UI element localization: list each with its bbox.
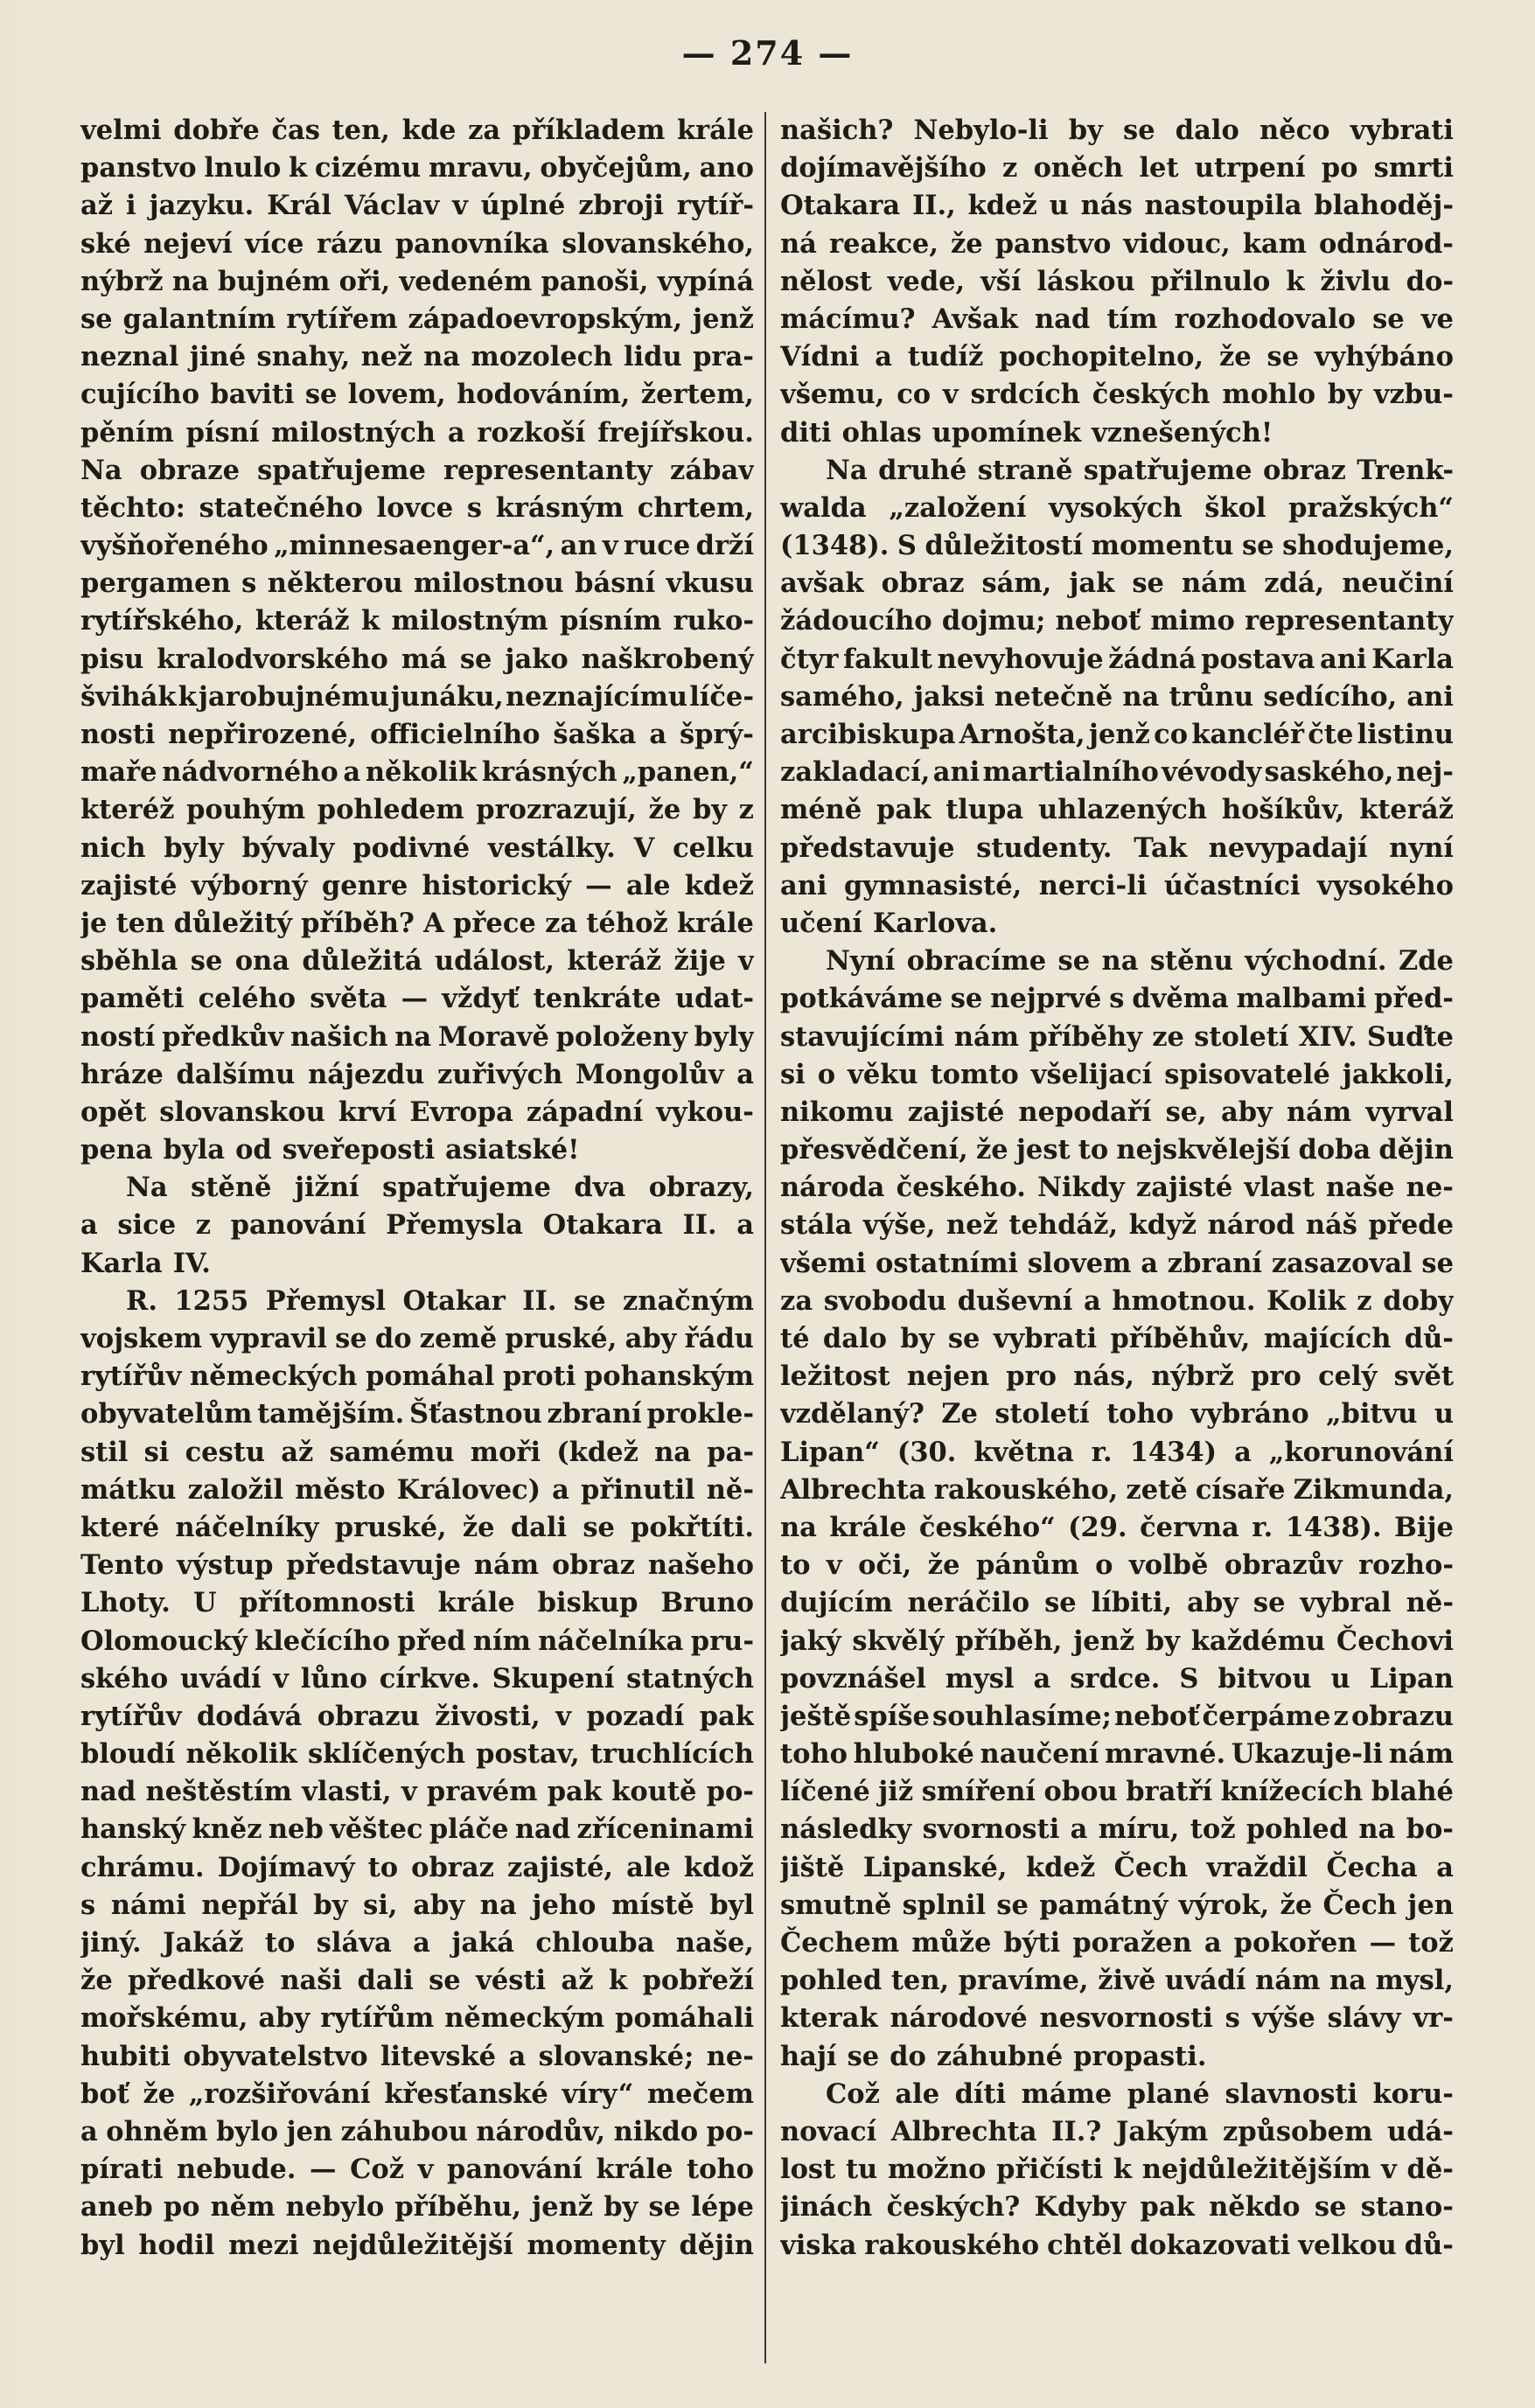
text-line: je ten důležitý příběh? A přece za téhož krále <box>80 907 754 939</box>
text-line: mácímu? Avšak nad tím rozhodovalo se ve <box>780 303 1454 335</box>
text-line: si o věku tomto všelijací spisovatelé jakkoli, <box>780 1058 1454 1090</box>
text-line: hubiti obyvatelstvo litevské a slovanské; ne- <box>80 2040 754 2072</box>
text-line: byl hodil mezi nejdůležitější momenty dějin <box>80 2229 754 2261</box>
text-line: ná reakce, že panstvo vidouc, kam odnárod- <box>780 227 1454 260</box>
text-line: cujícího baviti se lovem, hodováním, žertem, <box>80 379 754 411</box>
text-line: opět slovanskou krví Evropa západní vykou- <box>80 1096 754 1128</box>
text-line: a sice z panování Přemysla Otakara II. a <box>80 1209 754 1242</box>
text-line: Olomoucký klečícího před ním náčelníka pru- <box>80 1625 754 1657</box>
text-line: se galantním rytířem západoevropským, jenž <box>80 303 754 335</box>
text-line: jiště Lipanské, kdež Čech vraždil Čecha a <box>780 1851 1454 1883</box>
text-line: představuje studenty. Tak nevypadají nyní <box>780 832 1454 864</box>
text-line: rytířského, kteráž k milostným písním ruko- <box>80 605 754 637</box>
right-column <box>780 112 1454 2265</box>
text-line: mořskému, aby rytířům německým pomáhali <box>80 2002 754 2035</box>
text-line: ležitost nejen pro nás, nýbrž pro celý svět <box>780 1361 1454 1393</box>
text-line: pena byla od sveřeposti asiatské! <box>80 1134 580 1166</box>
text-line: a ohněm bylo jen záhubou národův, nikdo po- <box>80 2115 754 2147</box>
text-line: rytířův dodává obrazu živosti, v pozadí pak <box>80 1700 754 1732</box>
text-line: následky svornosti a míru, tož pohled na bo- <box>780 1813 1454 1846</box>
text-line: Karla IV. <box>80 1247 211 1279</box>
text-line: stála výše, než tehdáž, když národ náš přede <box>780 1209 1454 1242</box>
text-line: povznášel mysl a srdce. S bitvou u Lipan <box>780 1662 1454 1695</box>
text-line: líčené již smíření obou bratří knížecích blahé <box>780 1776 1454 1808</box>
text-line: sběhla se ona důležitá událost, kteráž žije v <box>80 945 754 978</box>
text-line: walda „založení vysokých škol pražských“ <box>780 491 1454 524</box>
text-line: jinách českých? Kdyby pak někdo se stano- <box>780 2191 1454 2224</box>
text-line: našich? Nebylo-li by se dalo něco vybrati <box>780 115 1454 146</box>
text-line: nosti nepřirozené, officielního šaška a šprý- <box>80 719 754 750</box>
text-line: arcibiskupa Arnošta, jenž co kancléř čte listinu <box>780 719 1454 750</box>
text-line: čtyr fakult nevyhovuje žádná postava ani Karla <box>780 643 1454 675</box>
text-line: diti ohlas upomínek vznešených! <box>780 416 1273 449</box>
text-line: Vídni a tudíž pochopitelno, že se vyhýbáno <box>780 341 1454 373</box>
text-line: bloudí několik sklíčených postav, truchlících <box>80 1738 754 1771</box>
text-line: jiný. Jakáž to sláva a jaká chlouba naše, <box>80 1927 754 1959</box>
text-line: Lipan“ (30. května r. 1434) a „korunování <box>780 1436 1454 1468</box>
text-line: Na obraze spatřujeme representanty zábav <box>80 454 754 486</box>
text-line: paměti celého světa — vždyť tenkráte udat- <box>80 983 754 1015</box>
column-divider <box>764 112 766 2363</box>
left-column <box>80 112 754 2265</box>
text-line: maře nádvorného a několik krásných „panen,“ <box>80 756 754 789</box>
text-line: hanský kněz neb věštec pláče nad zříceninami <box>80 1813 754 1846</box>
text-line: vyšňořeného „minnesaenger-a“, an v ruce drží <box>80 530 754 562</box>
text-line: chrámu. Dojímavý to obraz zajisté, ale kdož <box>80 1851 754 1883</box>
text-line: obyvatelům tamějším. Šťastnou zbraní prokle- <box>80 1398 754 1430</box>
text-line: pohled ten, pravíme, živě uvádí nám na mysl, <box>780 1965 1454 1997</box>
text-line: švihák k jarobujnému junáku, neznajícímu líče- <box>80 680 754 713</box>
text-line: pisu kralodvorského má se jako naškrobený <box>80 643 754 675</box>
text-line: lost tu možno přičísti k nejdůležitějším v dě- <box>780 2154 1454 2186</box>
text-line: jaký skvělý příběh, jenž by každému Čechovi <box>780 1625 1454 1657</box>
text-line: rytířův německých pomáhal proti pohanským <box>80 1361 754 1393</box>
text-line: méně pak tlupa uhlazených hošíkův, kteráž <box>780 794 1454 826</box>
text-line: smutně splnil se památný výrok, že Čech jen <box>780 1889 1454 1921</box>
text-line: přesvědčení, že jest to nejskvělejší doba dějin <box>780 1134 1454 1166</box>
text-line: mátku založil město Královec) a přinutil ně- <box>80 1473 754 1506</box>
text-line: že předkové naši dali se vésti až k pobřeží <box>80 1965 754 1997</box>
text-line: R. 1255 Přemysl Otakar II. se značným <box>126 1284 754 1317</box>
text-line: toho hluboké naučení mravné. Ukazuje-li nám <box>780 1738 1454 1771</box>
text-line: ského uvádí v lůno církve. Skupení statných <box>80 1662 754 1695</box>
text-line: Na druhé straně spatřujeme obraz Trenk- <box>826 454 1454 486</box>
text-line: nýbrž na bujném oři, vedeném panoši, vypíná <box>80 265 754 297</box>
text-line: boť že „rozšiřování křesťanské víry“ mečem <box>80 2077 754 2110</box>
text-line: kteréž pouhým pohledem prozrazují, že by z <box>80 794 754 826</box>
text-line: za svobodu duševní a hmotnou. Kolik z doby <box>780 1284 1454 1317</box>
text-line: učení Karlova. <box>780 907 998 939</box>
text-line: Nyní obracíme se na stěnu východní. Zde <box>826 945 1454 978</box>
text-line: zakladací, ani martialního vévody saského, nej- <box>780 756 1454 789</box>
text-line: hráze dalšímu nájezdu zuřivých Mongolův a <box>80 1058 754 1090</box>
text-line: potkáváme se nejprvé s dvěma malbami před- <box>780 983 1454 1015</box>
text-line: těchto: statečného lovce s krásným chrtem, <box>80 491 754 524</box>
text-line: avšak obraz sám, jak se nám zdá, neučiní <box>780 567 1454 600</box>
text-line: s námi nepřál by si, aby na jeho místě byl <box>80 1889 754 1921</box>
text-line: Albrechta rakouského, zetě císaře Zikmunda, <box>780 1473 1454 1506</box>
text-line: (1348). S důležitostí momentu se shodujeme, <box>780 530 1454 562</box>
text-line: stil si cestu až samému moři (kdež na pa- <box>80 1436 754 1468</box>
text-line: pergamen s některou milostnou básní vkusu <box>80 567 754 600</box>
text-line: ještě spíše souhlasíme; neboť čerpáme z obrazu <box>780 1700 1454 1732</box>
text-line: neznal jiné snahy, než na mozolech lidu pra- <box>80 341 754 373</box>
text-line: které náčelníky pruské, že dali se pokřtíti. <box>80 1511 754 1543</box>
text-line: všemi ostatními slovem a zbraní zasazoval se <box>780 1247 1454 1279</box>
text-line: vzdělaný? Ze století toho vybráno „bitvu u <box>780 1398 1454 1430</box>
text-line: viska rakouského chtěl dokazovati velkou dů- <box>780 2229 1454 2261</box>
text-line: Na stěně jižní spatřujeme dva obrazy, <box>126 1172 754 1204</box>
text-line: pírati nebude. — Což v panování krále toho <box>80 2154 754 2186</box>
text-line: Otakara II., kdež u nás nastoupila blahoděj- <box>780 190 1454 222</box>
text-line: dojímavějšího z oněch let utrpení po smrti <box>780 152 1454 184</box>
text-line: až i jazyku. Král Václav v úplné zbroji rytíř- <box>80 190 754 222</box>
text-line: té dalo by se vybrati příběhův, majících dů- <box>780 1323 1454 1354</box>
text-line: nělost vede, vší láskou přilnulo k živlu do- <box>780 265 1454 297</box>
text-line: dujícím neráčilo se líbiti, aby se vybral ně- <box>780 1587 1454 1619</box>
text-line: samého, jaksi netečně na trůnu sedícího, ani <box>780 680 1454 713</box>
text-line: ností předkův našich na Moravě položeny byly <box>80 1020 754 1053</box>
text-line: ské nejeví více rázu panovníka slovanského, <box>80 227 754 260</box>
page-number: — 274 — <box>681 33 854 73</box>
text-line: nikomu zajisté nepodaří se, aby nám vyrval <box>780 1096 1454 1128</box>
text-line: nich byly bývaly podivné vestálky. V celku <box>80 832 754 864</box>
text-line: ani gymnasisté, nerci-li účastníci vysokého <box>780 869 1454 901</box>
text-line: žádoucího dojmu; neboť mimo representanty <box>780 605 1454 637</box>
text-line: Tento výstup představuje nám obraz našeho <box>80 1549 754 1582</box>
text-line: všemu, co v srdcích českých mohlo by vzbu- <box>780 379 1454 411</box>
text-line: panstvo lnulo k cizému mravu, obyčejům, ano <box>80 152 754 184</box>
text-line: národa českého. Nikdy zajisté vlast naše ne- <box>780 1172 1454 1204</box>
text-line: vojskem vypravil se do země pruské, aby řádu <box>80 1323 754 1354</box>
text-line: pěním písní milostných a rozkoší frejířskou. <box>80 416 754 449</box>
text-line: stavujícími nám příběhy ze století XIV. Suďte <box>780 1020 1454 1053</box>
text-line: Lhoty. U přítomnosti krále biskup Bruno <box>80 1587 754 1619</box>
text-line: kterak národové nesvornosti s výše slávy vr- <box>780 2002 1454 2035</box>
text-line: zajisté výborný genre historický — ale kdež <box>80 869 754 901</box>
text-line: to v oči, že pánům o volbě obrazův rozho- <box>780 1549 1454 1582</box>
text-line: velmi dobře čas ten, kde za příkladem krále <box>80 115 754 146</box>
text-line: novací Albrechta II.? Jakým způsobem udá- <box>780 2115 1454 2147</box>
text-line: hají se do záhubné propasti. <box>780 2040 1207 2072</box>
text-line: Čechem může býti poražen a pokořen — tož <box>780 1927 1454 1959</box>
text-line: nad neštěstím vlasti, v pravém pak koutě po- <box>80 1776 754 1808</box>
text-line: Což ale díti máme plané slavnosti koru- <box>826 2077 1454 2110</box>
text-line: na krále českého“ (29. června r. 1438). Bije <box>780 1511 1454 1543</box>
text-line: aneb po něm nebylo příběhu, jenž by se lépe <box>80 2191 754 2224</box>
